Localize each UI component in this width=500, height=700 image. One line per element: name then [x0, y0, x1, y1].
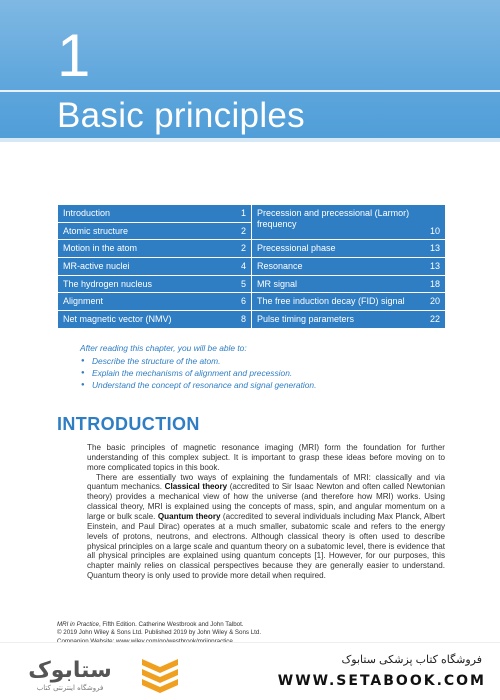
contents-page: 13: [429, 260, 440, 271]
citation-line: [57, 621, 447, 629]
objective-item: ● Describe the structure of the atom.: [80, 356, 440, 366]
contents-page: 2: [240, 243, 246, 254]
contents-row[interactable]: [58, 276, 252, 294]
introduction-body: [87, 443, 445, 581]
contents-row[interactable]: [252, 311, 445, 329]
contents-row[interactable]: [58, 311, 252, 329]
learning-objectives: [80, 343, 440, 392]
banner-edge: [0, 138, 500, 142]
contents-page: 13: [429, 243, 440, 254]
contents-label: Atomic structure: [63, 225, 129, 236]
contents-page: 2: [240, 225, 246, 236]
text-run: (accredited to Sir Isaac Newton and often called Newtonian theory) provides a mechanical view of how the universe (and therefore how MRI) works. Using classical theory, MRI is explained using the concepts of mass, spin, and angular momentum on a large or bulk scale.: [87, 482, 445, 522]
setabook-logo[interactable]: [10, 651, 190, 695]
contents-label: Precessional phase: [257, 243, 336, 254]
contents-page: 10: [429, 225, 440, 236]
contents-label: The free induction decay (FID) signal: [257, 296, 405, 307]
contents-row[interactable]: [58, 240, 252, 258]
store-name: فروشگاه کتاب پزشکی ستابوک: [341, 654, 482, 666]
banner-divider: [0, 90, 500, 92]
contents-column-right: [252, 205, 445, 329]
contents-label: Motion in the atom: [63, 243, 138, 254]
contents-label: MR signal: [257, 278, 298, 289]
term-quantum-theory: Quantum theory: [157, 512, 221, 522]
contents-label: The hydrogen nucleus: [63, 278, 153, 289]
contents-page: 20: [429, 296, 440, 307]
contents-column-left: [58, 205, 252, 329]
term-classical-theory: Classical theory: [164, 482, 228, 492]
contents-page: 1: [240, 207, 246, 218]
contents-row[interactable]: [252, 205, 445, 240]
objective-item: ● Understand the concept of resonance and signal generation.: [80, 380, 440, 390]
logo-subtext: فروشگاه اینترنتی کتاب: [36, 684, 104, 692]
contents-label: Introduction: [63, 207, 111, 218]
citation-line: © 2019 John Wiley & Sons Ltd. Published 2019 by John Wiley & Sons Ltd.: [57, 629, 262, 637]
contents-label: Resonance: [257, 260, 303, 271]
objective-item: ● Explain the mechanisms of alignment and precession.: [80, 368, 440, 378]
citation-text: , Fifth Edition. Catherine Westbrook and John Talbot.: [98, 621, 244, 628]
text-run: There are essentially two ways of explaining the fundamentals of MRI: classically and via quantum mechanics.: [87, 472, 445, 492]
contents-row[interactable]: [252, 258, 445, 276]
store-url[interactable]: WWW.SETABOOK.COM: [277, 673, 486, 689]
contents-page: 4: [240, 260, 246, 271]
book-stack-icon: [142, 659, 178, 693]
promo-bar: [0, 642, 500, 700]
contents-label: Alignment: [63, 296, 104, 307]
logo-text: ستابوک: [28, 658, 112, 683]
contents-page: 6: [240, 296, 246, 307]
contents-row[interactable]: [58, 258, 252, 276]
section-heading: INTRODUCTION: [57, 414, 200, 434]
objectives-intro: After reading this chapter, you will be able to:: [80, 343, 247, 353]
book-title: MRI in Practice: [57, 621, 99, 628]
chapter-number: 1: [57, 22, 91, 89]
contents-label: Net magnetic vector (NMV): [63, 314, 172, 325]
contents-label: Precession and precessional (Larmor) frequency: [257, 207, 410, 229]
paragraph: The basic principles of magnetic resonance imaging (MRI) form the foundation for further understanding of this complex subject. It is important to grasp these ideas before moving on to more complicated topics in this book.: [87, 443, 445, 472]
objectives-list: [80, 356, 440, 390]
contents-row[interactable]: [252, 293, 445, 311]
chapter-contents-table: [58, 205, 445, 329]
contents-row[interactable]: [58, 293, 252, 311]
contents-row[interactable]: [58, 205, 252, 223]
contents-row[interactable]: [252, 240, 445, 258]
contents-page: 18: [429, 278, 440, 289]
text-run: (accredited to several individuals including Max Planck, Albert Einstein, and Paul Dirac) operates at a much smaller, subatomic scale and refers to the energy levels of protons, neutrons, and electrons. Although classical theory is often used to describe physical principles on a large scale and quantum theory on a subatomic level, there is evidence that all physical principles are explained using quantum concepts [1]. However, for our purposes, this chapter mainly relies on classical perspectives because they are generally easier to understand. Quantum theory is only used to provide more detail when required.: [87, 512, 445, 581]
contents-row[interactable]: [58, 223, 252, 241]
contents-label: MR-active nuclei: [63, 260, 130, 271]
paragraph: [87, 473, 445, 581]
contents-row[interactable]: [252, 276, 445, 294]
contents-page: 8: [240, 314, 246, 325]
contents-page: 22: [429, 314, 440, 325]
contents-label: Pulse timing parameters: [257, 314, 355, 325]
chapter-title: Basic principles: [57, 96, 305, 135]
contents-page: 5: [240, 278, 246, 289]
